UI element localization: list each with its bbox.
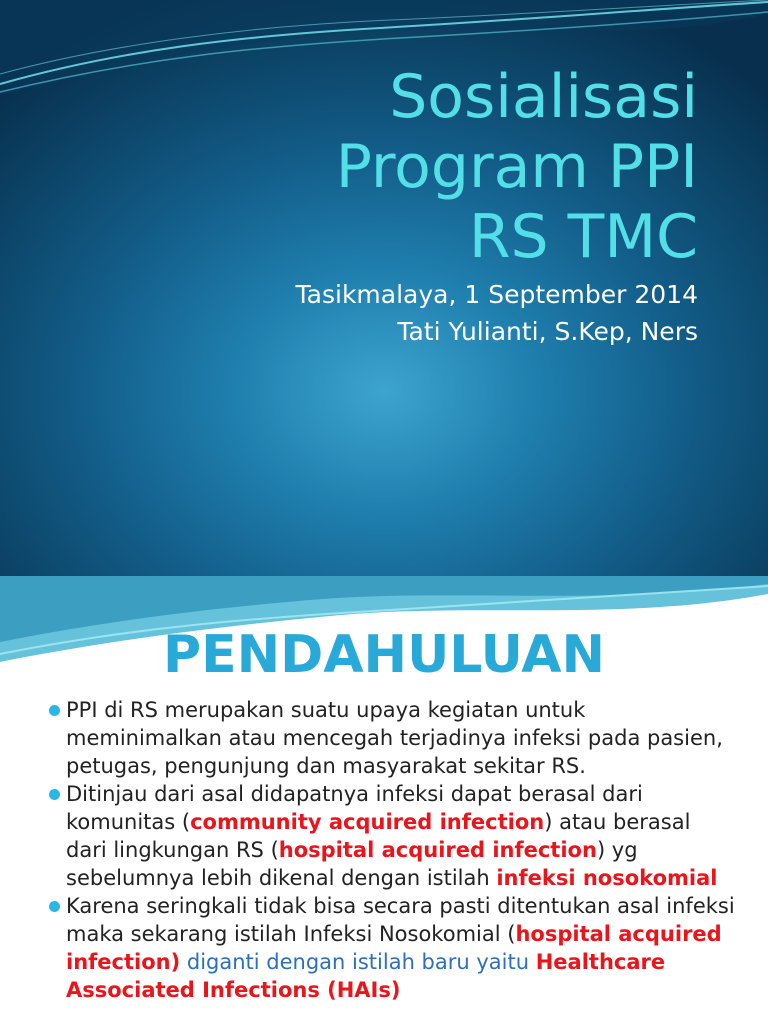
title-line-2: Program PPI	[335, 132, 698, 202]
title-line-3: RS TMC	[468, 202, 698, 272]
emphasis-hospital-acquired: hospital acquired infection	[278, 838, 597, 862]
bullet-dot-icon	[49, 705, 60, 716]
bullet-text: Karena seringkali tidak bisa secara pasti ditentukan asal infeksi maka sekarang istilah Infeksi Nosokomial (	[66, 894, 735, 946]
bullet-item	[46, 892, 736, 1004]
bullet-dot-icon	[49, 901, 60, 912]
bullet-text: ) yg sebelumnya lebih dikenal dengan istilah	[66, 838, 638, 890]
title-line-1: Sosialisasi	[389, 62, 698, 132]
bullet-text: Ditinjau dari asal didapatnya infeksi dapat berasal dari komunitas (	[66, 782, 643, 834]
content-slide	[0, 576, 768, 1024]
subtitle-author: Tati Yulianti, S.Kep, Ners	[397, 317, 698, 346]
slide-title	[58, 62, 698, 272]
emphasis-nosokomial: infeksi nosokomial	[496, 866, 718, 890]
emphasis-hospital-acquired: hospital acquired infection)	[66, 922, 722, 974]
slide-subtitle	[58, 276, 698, 350]
bullet-text: ) atau berasal dari lingkungan RS (	[66, 810, 691, 862]
emphasis-community-acquired: community acquired infection	[190, 810, 545, 834]
bullet-item	[46, 696, 736, 780]
slide-heading: PENDAHULUAN	[163, 625, 605, 685]
bullet-list	[46, 696, 736, 1004]
emphasis-hais: Healthcare Associated Infections (HAIs)	[66, 950, 666, 1002]
bullet-text: PPI di RS merupakan suatu upaya kegiatan untuk meminimalkan atau mencegah terjadinya infeksi pada pasien, petugas, pengunjung dan masyarakat sekitar RS.	[66, 698, 723, 778]
bullet-text-blue: diganti dengan istilah baru yaitu	[180, 950, 536, 974]
subtitle-place-date: Tasikmalaya, 1 September 2014	[295, 280, 698, 309]
bullet-item	[46, 780, 736, 892]
bullet-dot-icon	[49, 789, 60, 800]
